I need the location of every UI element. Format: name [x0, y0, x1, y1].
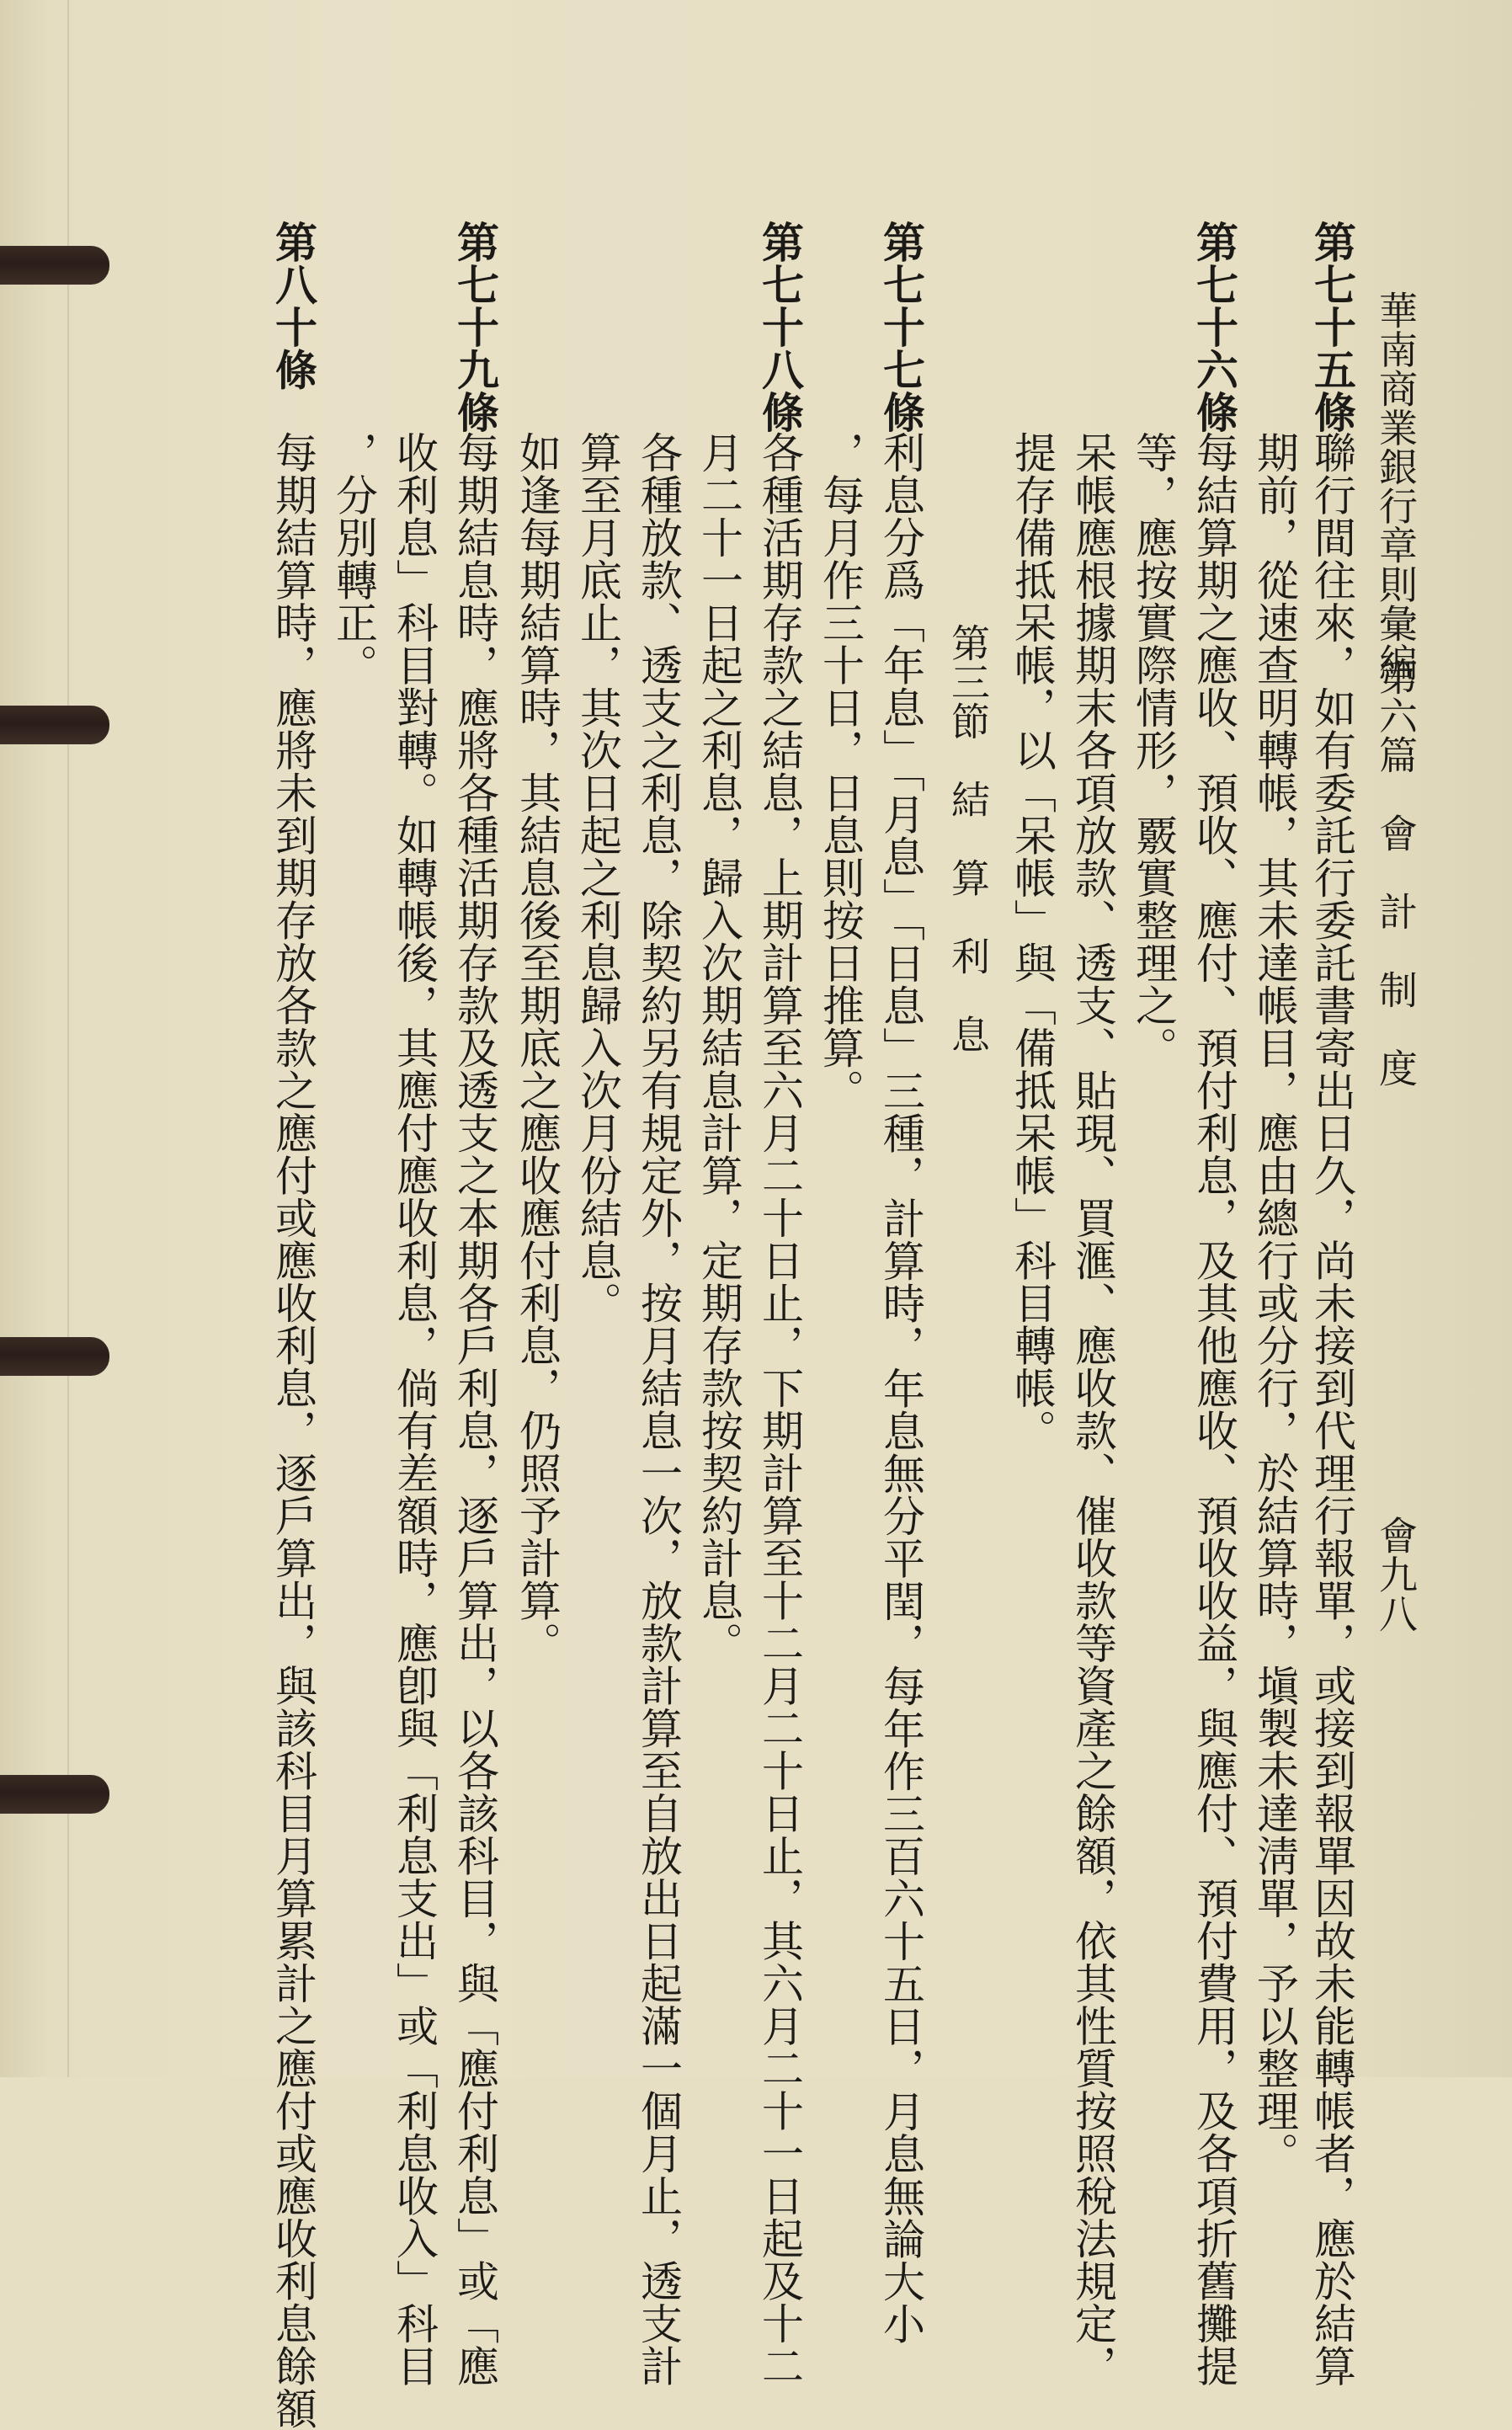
article-77-continuation: ，每月作三十日，日息則按日推算。	[816, 431, 865, 1111]
article-80-text: 每期結算時，應將未到期存放各款之應付或應收利息，逐戶算出，與該科目月算累計之應付或應收利息餘額	[269, 431, 317, 2430]
article-80-label: 第八十條	[269, 221, 318, 391]
article-78-text: 各種活期存款之結息，上期計算至六月二十日止，下期計算至十二月二十日止，其六月二十一日起及十二	[755, 431, 804, 2387]
article-78-label: 第七十八條	[755, 221, 805, 434]
section-heading: 第三節 結 算 利 息	[945, 623, 991, 1054]
period-end-paragraph: 如逢每期結算時，其結息後至期底之應收應付利息，仍照予計算。	[513, 431, 562, 1665]
article-79-continuation-2: ，分別轉正。	[329, 431, 378, 686]
book-title: 華南商業銀行章則彙編	[1373, 290, 1419, 682]
article-76-label: 第七十六條	[1190, 221, 1239, 434]
chapter-title: 第六篇 會 計 制 度	[1373, 657, 1419, 1088]
article-79-text: 每期結息時，應將各種活期存款及透支之本期各戶利息，逐戶算出，以各該科目，與「應付利息」或「應	[450, 431, 499, 2387]
article-75-continuation: 期前，從速查明轉帳，其未達帳目，應由總行或分行，於結算時，塡製未達淸單，予以整理。	[1250, 431, 1299, 2175]
binding-thread	[0, 1775, 109, 1814]
article-76-text: 每結算期之應收、預收、應付、預付利息，及其他應收、預收收益，與應付、預付費用，及各項折舊攤提	[1190, 431, 1238, 2387]
article-78-continuation: 月二十一日起之利息，歸入次期結息計算，定期存款按契約計息。	[695, 431, 743, 1665]
article-76-continuation: 等，應按實際情形，覈實整理之。	[1129, 431, 1178, 1069]
binding-thread	[0, 246, 109, 285]
bad-debt-paragraph-continuation: 提存備抵呆帳，以「呆帳」與「備抵呆帳」科目轉帳。	[1008, 431, 1057, 1452]
article-79-continuation: 收利息」科目對轉。如轉帳後，其應付應收利息，倘有差額時，應卽與「利息支出」或「利息收入」科目	[390, 431, 439, 2387]
page-number: 會九八	[1373, 1516, 1419, 1633]
article-75-text: 聯行間往來，如有委託行委託書寄出日久，尚未接到代理行報單，或接到報單因故未能轉帳者，應於結算	[1307, 431, 1356, 2387]
article-79-label: 第七十九條	[450, 221, 500, 434]
bad-debt-paragraph: 呆帳應根據期末各項放款、透支、貼現、買滙、應收款、催收款等資產之餘額，依其性質按照稅法規定，	[1068, 431, 1117, 2387]
article-77-text: 利息分爲「年息」「月息」「日息」三種，計算時，年息無分平閏，每年作三百六十五日，月息無論大小	[876, 431, 925, 2345]
binding-thread	[0, 1337, 109, 1376]
binding-gutter	[67, 0, 69, 2077]
loan-interest-paragraph: 各種放款、透支之利息，除契約另有規定外，按月結息一次，放款計算至自放出日起滿一個月止，透支計	[634, 431, 683, 2387]
loan-interest-continuation: 算至月底止，其次日起之利息歸入次月份結息。	[573, 431, 622, 1324]
article-77-label: 第七十七條	[876, 221, 926, 434]
binding-thread	[0, 706, 109, 744]
article-75-label: 第七十五條	[1307, 221, 1357, 434]
